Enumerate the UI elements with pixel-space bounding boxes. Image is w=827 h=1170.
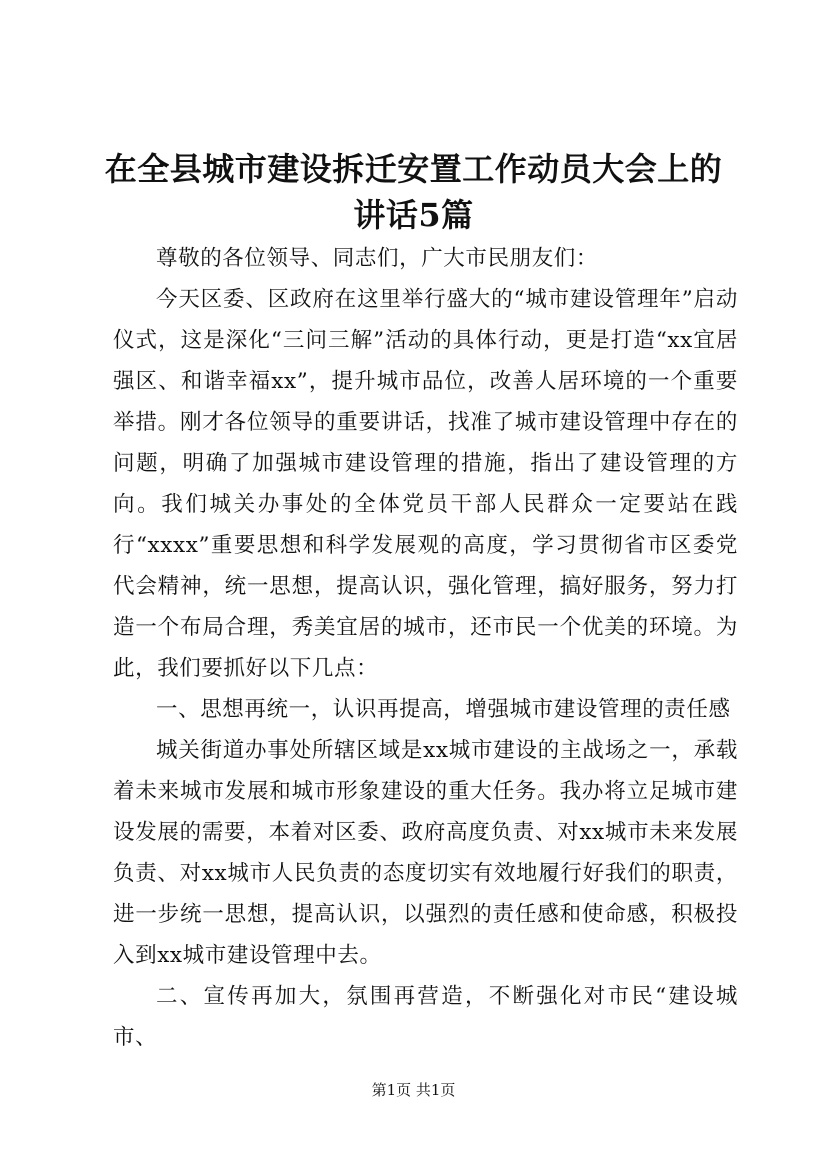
body-paragraph: 今天区委、区政府在这里举行盛大的“城市建设管理年”启动仪式，这是深化“三问三解”活动的具体行动，更是打造“xx宜居强区、和谐幸福xx”，提升城市品位，改善人居环境的一个重要举措。刚才各位领导的重要讲话，找准了城市建设管理中存在的问题，明确了加强城市建设管理的措施，指出了建设管理的方向。我们城关办事处的全体党员干部人民群众一定要站在践行“xxxx”重要思想和科学发展观的高度，学习贯彻省市区委党代会精神，统一思想，提高认识，强化管理，搞好服务，努力打造一个布局合理，秀美宜居的城市，还市民一个优美的环境。为此，我们要抓好以下几点： [113, 287, 738, 681]
salutation-paragraph: 尊敬的各位领导、同志们，广大市民朋友们： [156, 246, 599, 271]
section-heading: 二、宣传再加大，氛围再营造，不断强化对市民“建设城市、 [113, 984, 738, 1050]
section-heading: 一、思想再统一，认识再提高，增强城市建设管理的责任感 [156, 697, 731, 722]
document-body [113, 238, 738, 1058]
document-title: 在全县城市建设拆迁安置工作动员大会上的讲话5篇 [104, 150, 723, 234]
page-footer: 第1页 共1页 [371, 1081, 456, 1099]
body-paragraph: 城关街道办事处所辖区域是xx城市建设的主战场之一，承载着未来城市发展和城市形象建设的重大任务。我办将立足城市建设发展的需要，本着对区委、政府高度负责、对xx城市未来发展负责、对xx城市人民负责的态度切实有效地履行好我们的职责，进一步统一思想，提高认识，以强烈的责任感和使命感，积极投入到xx城市建设管理中去。 [113, 738, 738, 968]
